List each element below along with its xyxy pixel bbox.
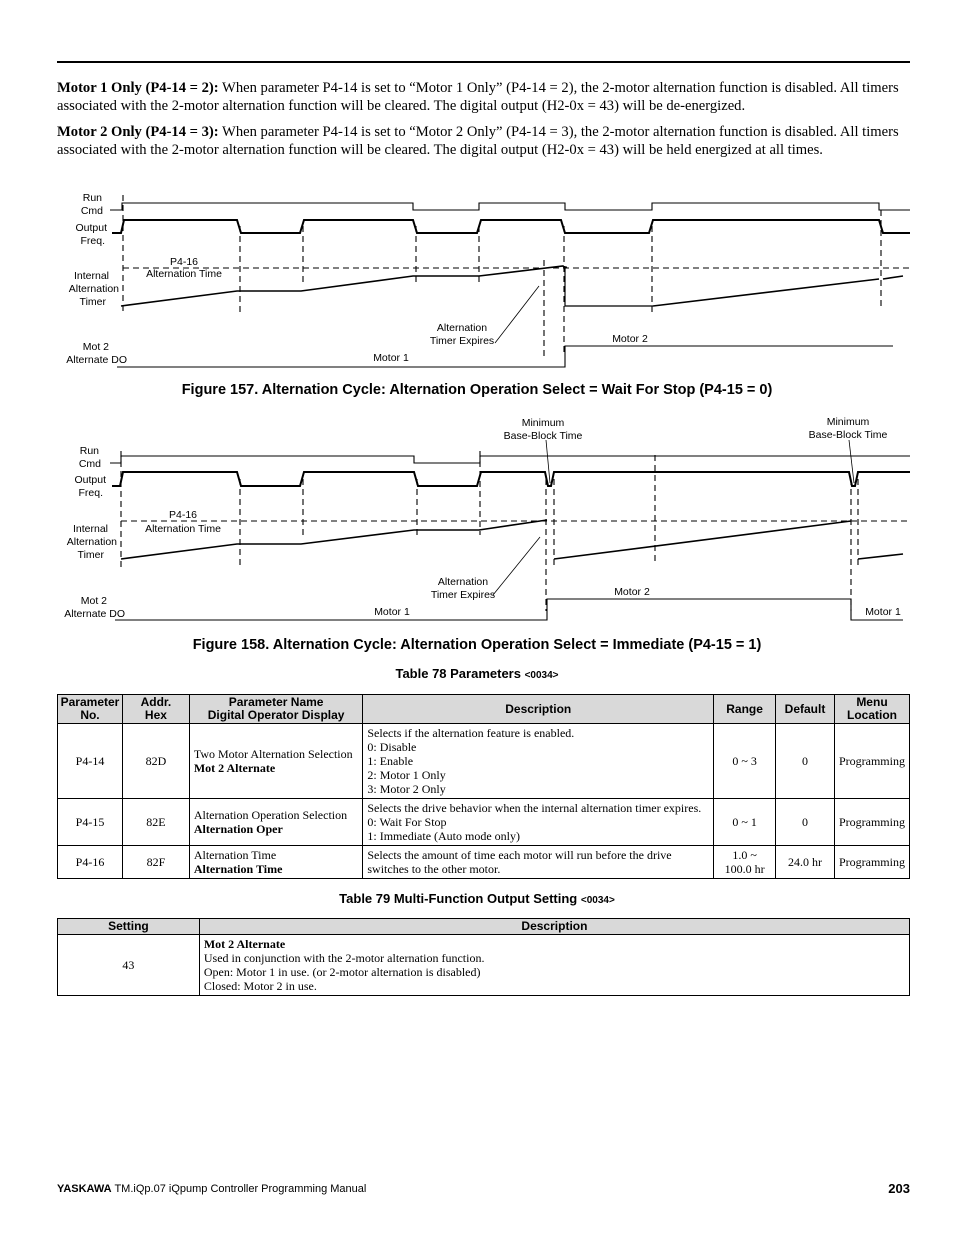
fig158-label-alt-do: Alternate DO xyxy=(64,608,125,620)
setting-description-cell xyxy=(199,935,909,996)
header-rule xyxy=(57,61,910,63)
table-79-title: Table 79 Multi-Function Output Setting xyxy=(339,891,578,906)
param-no: P4-14 xyxy=(58,724,123,799)
fig157-signal-labels xyxy=(66,192,127,366)
parameters-table xyxy=(57,694,910,879)
footer-brand: YASKAWA xyxy=(57,1183,112,1195)
col-header-range: Range xyxy=(714,695,776,724)
fig158-label-run: Run xyxy=(79,445,99,457)
figure-157-timing-diagram xyxy=(57,190,910,370)
param-name: Alternation Operation Selection xyxy=(193,808,348,822)
fig157-p4-16-label: P4-16 xyxy=(169,256,199,268)
param-no: P4-15 xyxy=(58,799,123,846)
col-header-parameter-no: Parameter No. xyxy=(58,695,123,724)
setting-description-text: Used in conjunction with the 2-motor alternation function. Open: Motor 1 in use. (or 2-motor alternation is disabled) Closed: Motor 2 in use. xyxy=(203,951,485,993)
fig157-expires-label-2: Timer Expires xyxy=(429,335,495,347)
col-header-default: Default xyxy=(776,695,835,724)
fig158-motor1b-label: Motor 1 xyxy=(865,606,901,618)
footer xyxy=(57,1183,366,1195)
param-default: 0 xyxy=(776,799,835,846)
fig157-run-cmd-waveform xyxy=(110,203,910,210)
param-range: 1.0 ~ 100.0 hr xyxy=(714,846,776,879)
motor2-only-lead: Motor 2 Only (P4-14 = 3): xyxy=(57,124,219,140)
param-name-cell xyxy=(189,846,363,879)
figure-157-caption: Figure 157. Alternation Cycle: Alternation Operation Select = Wait For Stop (P4-15 = 0) xyxy=(181,382,773,398)
param-menu: Programming xyxy=(834,846,909,879)
param-range: 0 ~ 3 xyxy=(714,724,776,799)
param-default: 24.0 hr xyxy=(776,846,835,879)
fig157-label-alt-do: Alternate DO xyxy=(66,354,127,366)
param-addr: 82D xyxy=(122,724,189,799)
fig157-label-alternation: Alternation xyxy=(68,283,119,295)
fig158-p4-16-label: P4-16 xyxy=(168,509,198,521)
param-display: Alternation Oper xyxy=(193,822,283,836)
motor2-only-paragraph xyxy=(57,124,910,159)
table-78-title: Table 78 Parameters xyxy=(395,666,521,681)
col-header-description: Description xyxy=(363,695,714,724)
fig158-label-freq: Freq. xyxy=(78,487,103,499)
table-row xyxy=(58,846,910,879)
multi-function-output-table xyxy=(57,918,910,996)
param-name: Alternation Time xyxy=(193,848,277,862)
fig158-label-output: Output xyxy=(74,474,106,486)
fig158-label-cmd: Cmd xyxy=(78,458,101,470)
fig158-label-mot2: Mot 2 xyxy=(80,595,107,607)
param-default: 0 xyxy=(776,724,835,799)
fig158-expires-label-2: Timer Expires xyxy=(430,589,496,601)
col-header-description: Description xyxy=(199,919,909,935)
table-row xyxy=(58,724,910,799)
fig158-alternate-do-waveform xyxy=(115,599,903,620)
fig158-motor1-label: Motor 1 xyxy=(374,606,410,618)
fig158-motor2-label: Motor 2 xyxy=(614,586,650,598)
fig158-min-base-block-2b: Base-Block Time xyxy=(808,429,888,441)
table-79-caption xyxy=(0,891,954,906)
setting-value: 43 xyxy=(58,935,200,996)
param-name: Two Motor Alternation Selection xyxy=(193,747,353,761)
param-menu: Programming xyxy=(834,724,909,799)
table-78-code: <0034> xyxy=(524,670,559,681)
col-header-menu-location: Menu Location xyxy=(834,695,909,724)
fig158-output-freq-waveform xyxy=(112,472,910,486)
table-header-row xyxy=(58,919,910,935)
fig158-expires-label-1: Alternation xyxy=(437,576,489,588)
fig158-alternation-timer-waveform xyxy=(121,520,903,559)
fig158-run-cmd-waveform xyxy=(110,456,910,463)
fig158-label-alternation: Alternation xyxy=(66,536,117,548)
fig157-label-run: Run xyxy=(82,192,102,204)
footer-title: TM.iQp.07 iQpump Controller Programming Manual xyxy=(111,1183,367,1195)
fig157-timer-reset xyxy=(565,266,653,306)
fig157-label-mot2: Mot 2 xyxy=(82,341,109,353)
col-header-addr-hex: Addr. Hex xyxy=(122,695,189,724)
table-row xyxy=(58,799,910,846)
param-name-cell xyxy=(189,724,363,799)
col-header-setting: Setting xyxy=(58,919,200,935)
table-header-row xyxy=(58,695,910,724)
fig157-expires-callout-leader xyxy=(495,286,539,343)
fig157-alternate-do-waveform xyxy=(117,346,893,367)
fig157-alternation-time-label: Alternation Time xyxy=(146,268,222,280)
param-range: 0 ~ 1 xyxy=(714,799,776,846)
fig157-label-internal: Internal xyxy=(73,270,109,282)
motor2-only-text: When parameter P4-14 is set to “Motor 2 Only” (P4-14 = 3), the 2-motor alternation function is disabled. All timers associated with the 2-motor alternation function will be cleared. The digital output (H2-0x = 43) will be held energized at all times. xyxy=(57,124,899,158)
fig157-expires-label-1: Alternation xyxy=(436,322,488,334)
fig157-output-freq-waveform xyxy=(112,220,910,233)
figure-158-timing-diagram xyxy=(57,415,910,625)
figure-158-caption: Figure 158. Alternation Cycle: Alternation Operation Select = Immediate (P4-15 = 1) xyxy=(192,637,762,653)
fig158-min-base-block-1a: Minimum xyxy=(521,417,565,429)
param-name-cell xyxy=(189,799,363,846)
fig158-signal-labels xyxy=(64,445,125,620)
param-description: Selects the amount of time each motor will run before the drive switches to the other motor. xyxy=(363,846,714,879)
motor1-only-lead: Motor 1 Only (P4-14 = 2): xyxy=(57,80,219,96)
fig157-motor1-label: Motor 1 xyxy=(373,352,409,364)
param-no: P4-16 xyxy=(58,846,123,879)
fig157-label-cmd: Cmd xyxy=(80,205,103,217)
fig158-label-internal: Internal xyxy=(72,523,108,535)
table-78-caption xyxy=(0,666,954,681)
param-display: Alternation Time xyxy=(193,862,283,876)
motor1-only-text: When parameter P4-14 is set to “Motor 1 Only” (P4-14 = 2), the 2-motor alternation function is disabled. All timers associated with the 2-motor alternation function will be cleared. The digital output (H2-0x = 43) will be de-energized. xyxy=(57,80,899,114)
setting-description-title: Mot 2 Alternate xyxy=(203,937,286,951)
param-addr: 82E xyxy=(122,799,189,846)
fig158-alternation-time-label: Alternation Time xyxy=(145,523,221,535)
page-number: 203 xyxy=(888,1181,910,1196)
fig157-motor2-label: Motor 2 xyxy=(612,333,648,345)
fig158-min-base-block-2a: Minimum xyxy=(826,416,870,428)
fig157-label-freq: Freq. xyxy=(80,235,105,247)
col-header-parameter-name: Parameter Name Digital Operator Display xyxy=(189,695,363,724)
param-description: Selects the drive behavior when the internal alternation timer expires. 0: Wait For Stop 1: Immediate (Auto mode only) xyxy=(363,799,714,846)
fig157-label-timer: Timer xyxy=(79,296,106,308)
param-menu: Programming xyxy=(834,799,909,846)
param-addr: 82F xyxy=(122,846,189,879)
fig158-label-timer: Timer xyxy=(77,549,104,561)
table-79-code: <0034> xyxy=(580,895,615,906)
table-row xyxy=(58,935,910,996)
fig158-min-base-block-1b: Base-Block Time xyxy=(503,430,583,442)
fig158-expires-callout-leader xyxy=(493,537,540,595)
motor1-only-paragraph xyxy=(57,80,910,115)
fig157-timer-second-ramp xyxy=(565,267,903,306)
param-description: Selects if the alternation feature is enabled. 0: Disable 1: Enable 2: Motor 1 Only 3: Motor 2 Only xyxy=(363,724,714,799)
param-display: Mot 2 Alternate xyxy=(193,761,276,775)
fig157-label-output: Output xyxy=(75,222,107,234)
fig158-event-markers xyxy=(121,451,858,611)
